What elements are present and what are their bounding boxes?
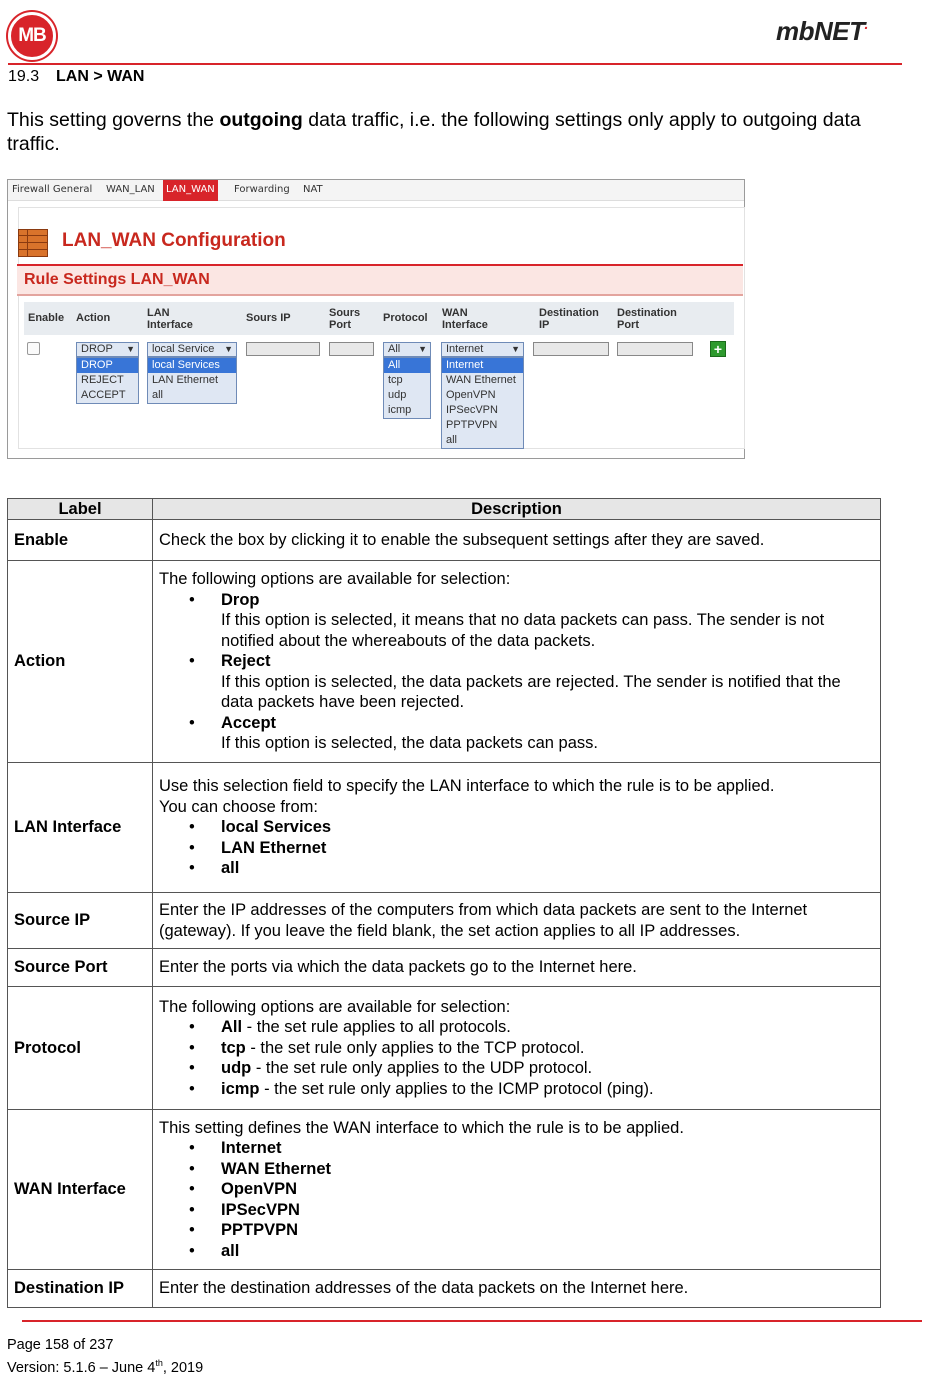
mbnet-logo: mbNET. xyxy=(776,16,868,46)
list-item: • all xyxy=(159,858,874,879)
chevron-down-icon: ▼ xyxy=(224,344,233,354)
table-row xyxy=(8,949,881,987)
firewall-tabs xyxy=(8,180,744,201)
table-row xyxy=(8,561,881,763)
list-item: • tcp - the set rule only applies to the TCP protocol. xyxy=(159,1038,874,1059)
protocol-option-udp[interactable]: udp xyxy=(388,389,407,401)
tab-forwarding[interactable]: Forwarding xyxy=(234,184,290,195)
chevron-down-icon: ▼ xyxy=(418,344,427,354)
row-desc-wan-interface: This setting defines the WAN interface to which the rule is to be applied. • Internet • WAN Ethernet • OpenVPN • IPSecVPN • PPTPVPN • all xyxy=(153,1110,881,1270)
list-item: • Reject If this option is selected, the data packets are rejected. The sender is notified that the data packets have been rejected. xyxy=(159,651,874,713)
wan-option-ipsecvpn[interactable]: IPSecVPN xyxy=(446,404,498,416)
col-sours-ip: Sours IP xyxy=(246,312,291,324)
action-option-accept[interactable]: ACCEPT xyxy=(81,389,126,401)
wan-option-internet[interactable]: Internet xyxy=(442,358,523,373)
list-item: • local Services xyxy=(159,817,874,838)
config-title: LAN_WAN Configuration xyxy=(62,230,286,251)
row-desc-destination-ip: Enter the destination addresses of the data packets on the Internet here. xyxy=(153,1270,881,1308)
protocol-option-icmp[interactable]: icmp xyxy=(388,404,412,416)
lan-interface-options xyxy=(147,357,237,404)
action-option-reject[interactable]: REJECT xyxy=(81,374,124,386)
col-protocol: Protocol xyxy=(383,312,428,324)
rule-settings-title: Rule Settings LAN_WAN xyxy=(24,271,210,288)
footer-divider xyxy=(22,1320,922,1322)
wan-option-all[interactable]: all xyxy=(446,434,458,446)
table-row xyxy=(8,987,881,1110)
table-header-row xyxy=(8,499,881,520)
wan-interface-options xyxy=(441,357,524,449)
rule-settings-divider xyxy=(17,294,743,296)
table-row xyxy=(8,763,881,893)
protocol-options xyxy=(383,357,431,419)
list-item: • OpenVPN xyxy=(159,1179,874,1200)
action-options xyxy=(76,357,139,404)
section-heading xyxy=(8,68,144,86)
enable-checkbox[interactable] xyxy=(27,342,40,355)
row-label-destination-ip: Destination IP xyxy=(8,1270,153,1308)
sours-port-input[interactable] xyxy=(329,342,374,356)
col-lan-interface: LAN Interface xyxy=(147,307,193,331)
section-title: LAN > WAN xyxy=(56,68,145,85)
list-item: • Accept If this option is selected, the data packets can pass. xyxy=(159,713,874,754)
protocol-option-tcp[interactable]: tcp xyxy=(388,374,403,386)
intro-paragraph: This setting governs the outgoing data traffic, i.e. the following settings only apply to outgoing data traffic. xyxy=(7,109,861,155)
col-wan-interface: WAN Interface xyxy=(442,307,488,331)
section-number: 19.3 xyxy=(8,68,40,85)
row-desc-action: The following options are available for selection: • Drop If this option is selected, it means that no data packets can pass. The sender is not notified about the whereabouts of the data packets. • Reject If this option is selected, the data packets are rejected. The sender is notified that the data packets have been rejected. • Accept If this option is selected, the data packets can pass. xyxy=(153,561,881,763)
table-row xyxy=(8,520,881,561)
row-desc-source-port: Enter the ports via which the data packets go to the Internet here. xyxy=(153,949,881,987)
row-label-enable: Enable xyxy=(8,520,153,561)
protocol-option-all[interactable]: All xyxy=(384,358,430,373)
add-rule-button[interactable]: + xyxy=(710,341,726,357)
mb-logo: MB xyxy=(8,12,56,60)
row-label-action: Action xyxy=(8,561,153,763)
row-label-source-port: Source Port xyxy=(8,949,153,987)
tab-firewall-general[interactable]: Firewall General xyxy=(12,184,93,195)
row-desc-source-ip: Enter the IP addresses of the computers from which data packets are sent to the Internet (gateway). If you leave the field blank, the set action applies to all IP addresses. xyxy=(153,893,881,949)
chevron-down-icon: ▼ xyxy=(126,344,135,354)
lan-option-local-services[interactable]: local Services xyxy=(148,358,236,373)
destination-ip-input[interactable] xyxy=(533,342,609,356)
tab-lan-wan[interactable]: LAN_WAN xyxy=(163,180,218,201)
firewall-brick-icon xyxy=(18,229,48,257)
lan-interface-select[interactable]: local Service ▼ xyxy=(147,342,237,357)
lan-option-all[interactable]: all xyxy=(152,389,164,401)
row-label-wan-interface: WAN Interface xyxy=(8,1110,153,1270)
protocol-select[interactable]: All ▼ xyxy=(383,342,431,357)
lan-option-lan-ethernet[interactable]: LAN Ethernet xyxy=(152,374,219,386)
col-destination-port: Destination Port xyxy=(617,307,677,331)
row-label-source-ip: Source IP xyxy=(8,893,153,949)
row-desc-protocol: The following options are available for selection: • All - the set rule applies to all protocols. • tcp - the set rule only applies to the TCP protocol. • udp - the set rule only applies to the UDP protocol. • icmp - the set rule only applies to the ICMP protocol (ping). xyxy=(153,987,881,1110)
col-enable: Enable xyxy=(28,312,65,324)
destination-port-input[interactable] xyxy=(617,342,693,356)
list-item: • Drop If this option is selected, it means that no data packets can pass. The sender is not notified about the whereabouts of the data packets. xyxy=(159,590,874,652)
wan-option-wan-ethernet[interactable]: WAN Ethernet xyxy=(446,374,516,386)
list-item: • all xyxy=(159,1241,874,1262)
wan-interface-select[interactable]: Internet ▼ xyxy=(441,342,524,357)
sours-ip-input[interactable] xyxy=(246,342,320,356)
header-divider xyxy=(8,63,902,65)
table-row xyxy=(8,893,881,949)
action-option-drop[interactable]: DROP xyxy=(77,358,138,373)
col-destination-ip: Destination IP xyxy=(539,307,599,331)
row-label-protocol: Protocol xyxy=(8,987,153,1110)
settings-description-table xyxy=(7,498,881,1308)
list-item: • All - the set rule applies to all protocols. xyxy=(159,1017,874,1038)
header-label: Label xyxy=(8,499,153,520)
row-desc-lan-interface: Use this selection field to specify the LAN interface to which the rule is to be applied. You can choose from: • local Services • LAN Ethernet • all xyxy=(153,763,881,893)
version-info: Version: 5.1.6 – June 4th, 2019 xyxy=(7,1358,204,1376)
list-item: • udp - the set rule only applies to the UDP protocol. xyxy=(159,1058,874,1079)
col-action: Action xyxy=(76,312,111,324)
list-item: • LAN Ethernet xyxy=(159,838,874,859)
table-row xyxy=(8,1270,881,1308)
list-item: • IPSecVPN xyxy=(159,1200,874,1221)
header-description: Description xyxy=(153,499,881,520)
chevron-down-icon: ▼ xyxy=(511,344,520,354)
list-item: • icmp - the set rule only applies to the ICMP protocol (ping). xyxy=(159,1079,874,1100)
list-item: • WAN Ethernet xyxy=(159,1159,874,1180)
page-footer xyxy=(7,1336,203,1377)
page-number: Page 158 of 237 xyxy=(7,1337,114,1353)
wan-option-openvpn[interactable]: OpenVPN xyxy=(446,389,496,401)
list-item: • PPTPVPN xyxy=(159,1220,874,1241)
table-row xyxy=(8,1110,881,1270)
wan-option-pptpvpn[interactable]: PPTPVPN xyxy=(446,419,498,431)
row-label-lan-interface: LAN Interface xyxy=(8,763,153,893)
tab-nat[interactable]: NAT xyxy=(303,184,323,195)
row-desc-enable: Check the box by clicking it to enable the subsequent settings after they are saved. xyxy=(153,520,881,561)
action-select[interactable]: DROP ▼ xyxy=(76,342,139,357)
tab-wan-lan[interactable]: WAN_LAN xyxy=(106,184,155,195)
col-sours-port: Sours Port xyxy=(329,307,361,331)
list-item: • Internet xyxy=(159,1138,874,1159)
